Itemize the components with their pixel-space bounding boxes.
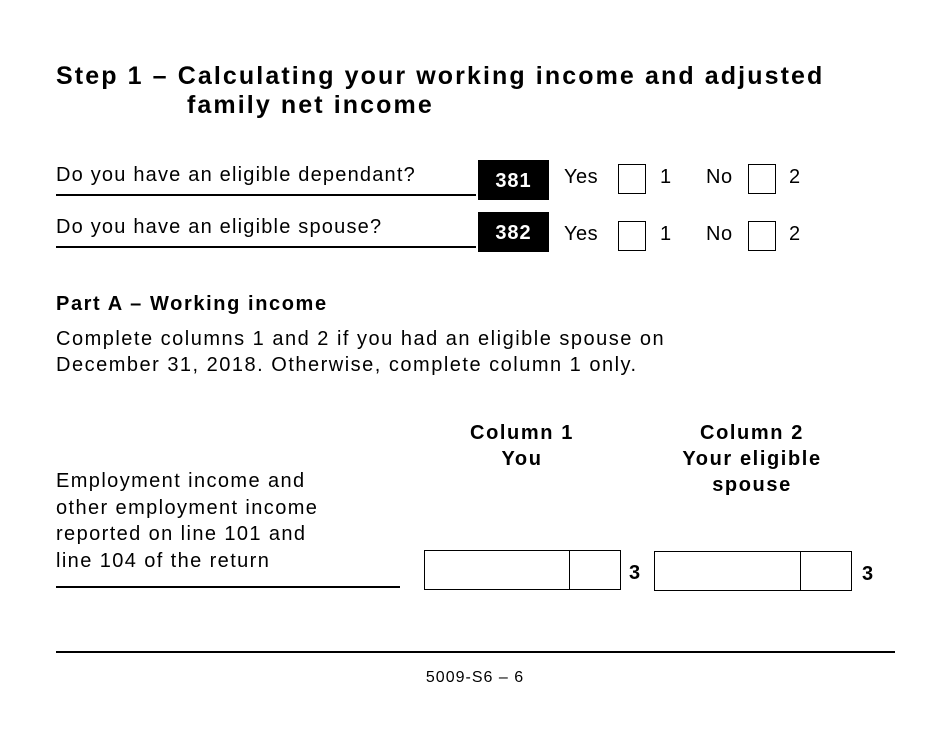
part-a-heading: Part A – Working income [56,293,328,315]
spouse-no-code: 2 [789,223,801,245]
column-1-dollars-input[interactable] [425,551,570,589]
dependant-no-label: No [706,166,733,188]
column-1-amount-field [424,550,621,590]
step-title [56,62,824,120]
desc-line2: other employment income [56,496,319,519]
column-1-header [424,420,620,472]
column-1-cents-input[interactable] [570,551,620,589]
spouse-yes-label: Yes [564,223,599,245]
dependant-yes-label: Yes [564,166,599,188]
line-code-382: 382 [478,212,549,252]
desc-line1: Employment income and [56,470,306,492]
instructions-line2: December 31, 2018. Otherwise, complete column 1 only. [56,354,638,376]
description-underline [56,586,400,588]
dependant-question-label: Do you have an eligible dependant? [56,164,476,196]
step-title-line2: family net income [187,91,434,119]
column-2-amount-field [654,551,852,591]
desc-line3: reported on line 101 and [56,523,307,545]
desc-line4: line 104 of the return [56,549,271,572]
spouse-yes-checkbox[interactable] [618,221,646,251]
employment-income-description [56,468,400,574]
dependant-yes-code: 1 [660,166,672,188]
footer-divider [56,651,895,653]
step-title-line1: Step 1 – Calculating your working income and adjusted [56,62,825,90]
column-2-subtitle-line1: Your eligible [682,448,822,470]
dependant-no-code: 2 [789,166,801,188]
column-1-subtitle: You [501,448,543,470]
spouse-yes-code: 1 [660,223,672,245]
spouse-question-label: Do you have an eligible spouse? [56,216,476,248]
column-2-header [654,420,850,498]
column-2-dollars-input[interactable] [655,552,801,590]
column-2-subtitle-line2: spouse [712,474,792,496]
dependant-no-checkbox[interactable] [748,164,776,194]
spouse-no-label: No [706,223,733,245]
column-2-title: Column 2 [700,422,804,444]
instructions-line1: Complete columns 1 and 2 if you had an eligible spouse on [56,328,666,350]
column-2-line-number: 3 [862,563,874,585]
column-1-title: Column 1 [470,422,574,444]
dependant-yes-checkbox[interactable] [618,164,646,194]
column-2-cents-input[interactable] [801,552,851,590]
form-number: 5009-S6 – 6 [425,669,525,686]
line-code-381: 381 [478,160,549,200]
column-1-line-number: 3 [629,562,641,584]
spouse-no-checkbox[interactable] [748,221,776,251]
part-a-instructions [56,326,816,378]
